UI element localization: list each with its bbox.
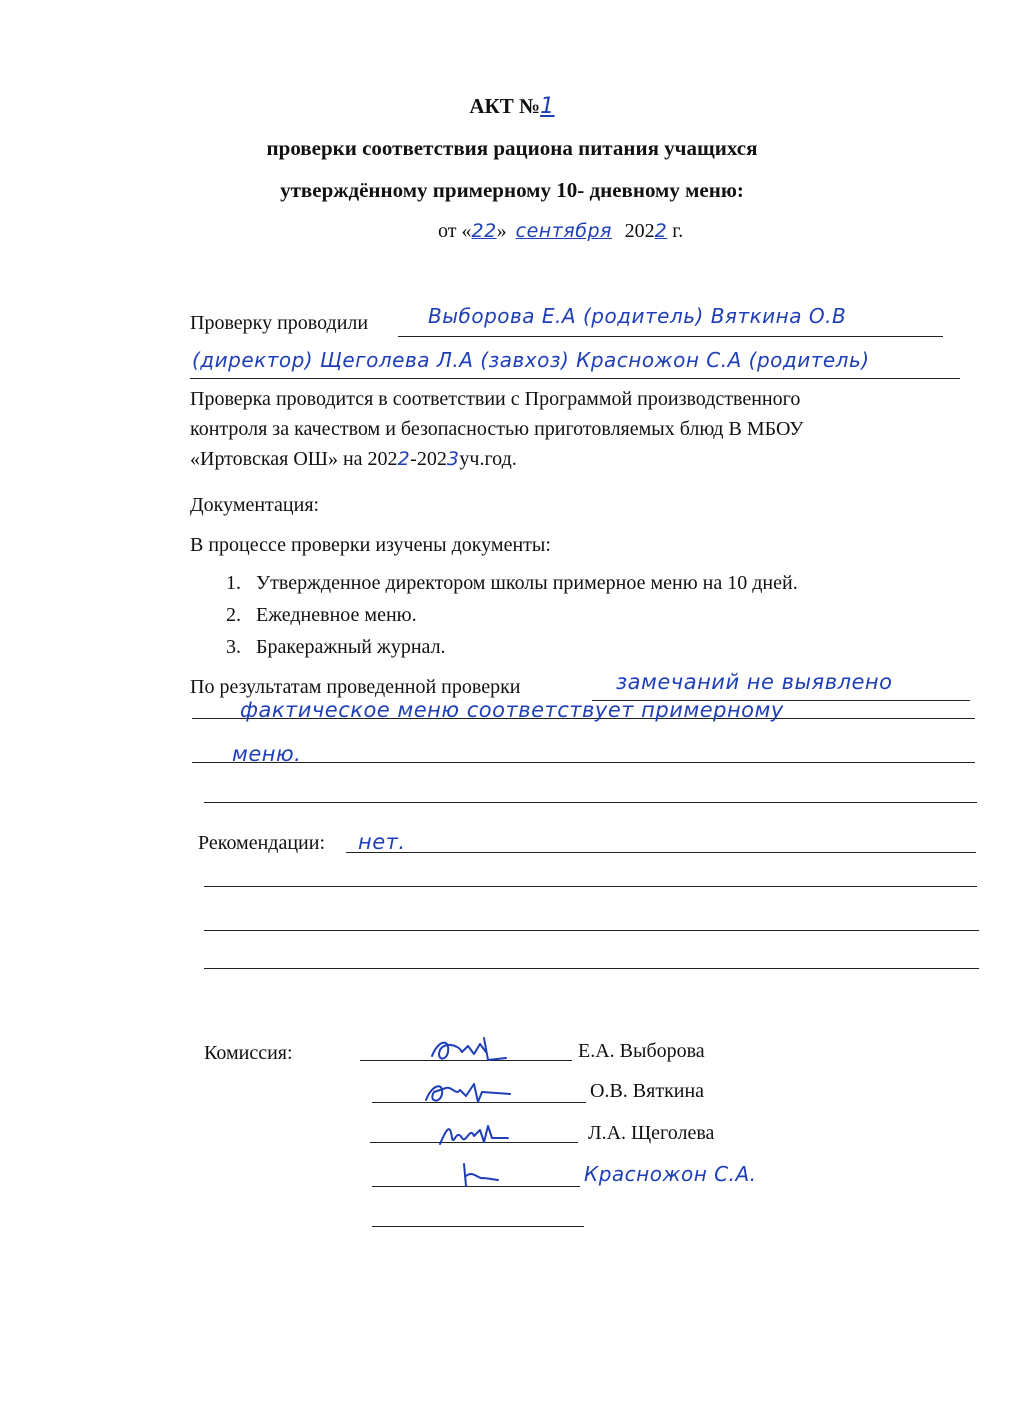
inspectors-line1-underline <box>398 336 943 337</box>
date-prefix: от « <box>438 220 472 242</box>
results-label: По результатам проведенной проверки <box>190 676 521 698</box>
recommendations-line4-underline <box>204 968 979 969</box>
inspectors-label: Проверку проводили <box>190 312 369 334</box>
act-number: 1 <box>540 94 555 119</box>
list-item <box>226 572 798 595</box>
act-subtitle-line2: утверждённому примерному 10- дневному меню: <box>280 178 744 202</box>
commission-member-name: О.В. Вяткина <box>590 1080 705 1102</box>
results-line3: меню. <box>232 742 302 766</box>
list-item <box>226 604 417 627</box>
school-year-end-digit: 3 <box>446 448 460 470</box>
commission-member-name: Е.А. Выборова <box>578 1040 705 1062</box>
list-item-text: Ежедневное меню. <box>256 604 417 626</box>
signature-icon <box>458 1160 508 1190</box>
act-title <box>0 94 1024 119</box>
recommendations-line2-underline <box>204 886 977 887</box>
basis-line3 <box>190 448 517 471</box>
basis-line1: Проверка проводится в соответствии с Программой производственного <box>190 388 801 410</box>
documentation-intro: В процессе проверки изучены документы: <box>190 534 551 556</box>
basis-line2: контроля за качеством и безопасностью приготовляемых блюд В МБОУ <box>190 418 804 440</box>
list-item-text: Утвержденное директором школы примерное меню на 10 дней. <box>256 572 798 594</box>
date-suffix: г. <box>667 220 684 242</box>
signature-icon <box>428 1032 518 1066</box>
date-day: 22 <box>471 220 497 242</box>
signature-line <box>372 1226 584 1227</box>
basis-line3-b: -202 <box>410 448 447 470</box>
commission-member-name: Красножон С.А. <box>584 1162 757 1186</box>
results-line4-underline <box>204 802 977 803</box>
commission-label: Комиссия: <box>204 1042 293 1064</box>
list-item-number: 2. <box>226 604 241 626</box>
recommendations-line3-underline <box>204 930 979 931</box>
date-year-digit: 2 <box>654 220 668 242</box>
date-year-prefix: 202 <box>619 220 655 242</box>
act-date <box>438 220 683 243</box>
documentation-label: Документация: <box>190 494 320 516</box>
signature-icon <box>420 1074 520 1108</box>
school-year-start-digit: 2 <box>397 448 411 470</box>
inspectors-line2: (директор) Щеголева Л.А (завхоз) Красножон С.А (родитель) <box>192 348 870 372</box>
basis-line3-c: уч.год. <box>459 448 517 470</box>
results-line1: замечаний не выявлено <box>616 670 893 694</box>
commission-member-name: Л.А. Щеголева <box>588 1122 715 1144</box>
results-line3-underline <box>192 762 975 763</box>
recommendations-value: нет. <box>358 830 406 854</box>
list-item <box>226 636 446 659</box>
act-subtitle-line1: проверки соответствия рациона питания учащихся <box>266 136 758 160</box>
inspectors-line1: Выборова Е.А (родитель) Вяткина О.В <box>428 304 847 328</box>
inspectors-line2-underline <box>190 378 960 379</box>
recommendations-line1-underline <box>346 852 976 853</box>
signature-icon <box>436 1116 516 1150</box>
basis-line3-a: «Иртовская ОШ» на 202 <box>190 448 398 470</box>
date-mid: » <box>496 220 512 242</box>
date-month: сентября <box>515 220 612 242</box>
recommendations-label: Рекомендации: <box>198 832 326 854</box>
list-item-number: 3. <box>226 636 241 658</box>
list-item-text: Бракеражный журнал. <box>256 636 446 658</box>
results-line2: фактическое меню соответствует примерному <box>240 698 784 722</box>
list-item-number: 1. <box>226 572 241 594</box>
act-title-prefix: АКТ № <box>469 94 541 118</box>
